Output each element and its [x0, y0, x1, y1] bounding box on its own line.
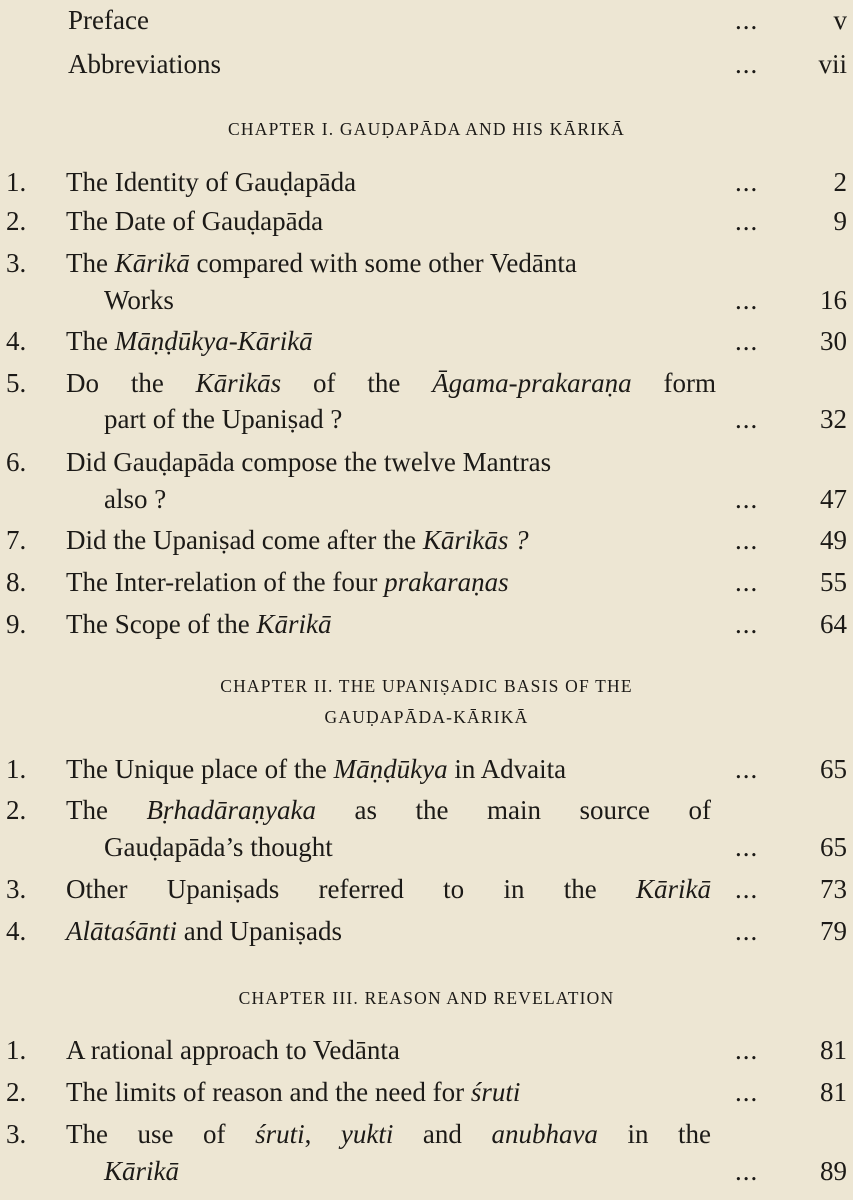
leader-dots: ...: [735, 609, 759, 639]
toc-entry: [0, 911, 853, 951]
toc-entry-continuation: [0, 1151, 853, 1191]
page-number: 81: [820, 1035, 847, 1065]
entry-title: Abbreviations: [68, 49, 221, 79]
entry-number: 4.: [6, 916, 27, 946]
page-number: 47: [820, 484, 847, 514]
entry-number: 2.: [6, 795, 27, 825]
chapter-heading-continued: GAUḌAPĀDA-KĀRIKĀ: [324, 707, 529, 727]
page-number: 89: [820, 1156, 847, 1186]
entry-title: The limits of reason and the need for śruti: [66, 1077, 521, 1107]
leader-dots: ...: [735, 49, 759, 79]
entry-number: 2.: [6, 206, 27, 236]
page-number: 79: [820, 916, 847, 946]
leader-dots: ...: [735, 1035, 759, 1065]
leader-dots: ...: [735, 5, 759, 35]
entry-title-continued: Works: [104, 285, 174, 315]
chapter-heading: CHAPTER III. REASON AND REVELATION: [238, 988, 615, 1008]
toc-entry: [0, 749, 853, 789]
entry-number: 7.: [6, 525, 27, 555]
entry-title: Did Gauḍapāda compose the twelve Mantras: [66, 447, 552, 477]
toc-entry-continuation: [0, 399, 853, 439]
entry-number: 1.: [6, 1035, 27, 1065]
toc-entry: [0, 243, 853, 283]
entry-number: 1.: [6, 754, 27, 784]
entry-title: The Kārikā compared with some other Vedānta: [66, 248, 577, 278]
leader-dots: ...: [735, 484, 759, 514]
entry-title: A rational approach to Vedānta: [66, 1035, 400, 1065]
toc-entry: [0, 1030, 853, 1070]
toc-entry: [0, 1072, 853, 1112]
leader-dots: ...: [735, 832, 759, 862]
leader-dots: ...: [735, 754, 759, 784]
leader-dots: ...: [735, 1156, 759, 1186]
page-number: v: [833, 5, 847, 35]
toc-entry: [0, 363, 853, 403]
entry-title: The Unique place of the Māṇḍūkya in Advaita: [66, 754, 567, 784]
toc-entry-continuation: [0, 280, 853, 320]
leader-dots: ...: [735, 525, 759, 555]
chapter-heading: CHAPTER II. THE UPANIṢADIC BASIS OF THE: [220, 676, 633, 696]
entry-title: Do the Kārikās of the Āgama-prakaraṇa form: [66, 368, 716, 398]
toc-entry-continuation: [0, 827, 853, 867]
toc-entry: [0, 1114, 853, 1154]
entry-title: The Date of Gauḍapāda: [66, 206, 324, 236]
toc-entry: [0, 520, 853, 560]
page-number: 64: [820, 609, 847, 639]
page-number: 16: [820, 285, 847, 315]
page-number: 65: [820, 832, 847, 862]
entry-title-continued: also ?: [104, 484, 167, 514]
toc-entry: [0, 321, 853, 361]
toc-entry-preface: [0, 0, 853, 40]
page-number: 9: [833, 206, 847, 236]
chapter-heading: CHAPTER I. GAUḌAPĀDA AND HIS KĀRIKĀ: [228, 119, 625, 139]
leader-dots: ...: [735, 404, 759, 434]
entry-number: 4.: [6, 326, 27, 356]
leader-dots: ...: [735, 326, 759, 356]
entry-title: Did the Upaniṣad come after the Kārikās ?: [66, 525, 529, 555]
entry-title-continued: Gauḍapāda’s thought: [104, 832, 333, 862]
page-number: 73: [820, 874, 847, 904]
entry-title: The Identity of Gauḍapāda: [66, 167, 357, 197]
page-number: vii: [818, 49, 847, 79]
page-number: 81: [820, 1077, 847, 1107]
entry-title-continued: Kārikā: [104, 1156, 180, 1186]
entry-number: 9.: [6, 609, 27, 639]
page-number: 30: [820, 326, 847, 356]
leader-dots: ...: [735, 206, 759, 236]
entry-title: The Bṛhadāraṇyaka as the main source of: [66, 795, 711, 825]
entry-number: 3.: [6, 874, 27, 904]
toc-entry: [0, 604, 853, 644]
leader-dots: ...: [735, 1077, 759, 1107]
entry-title-continued: part of the Upaniṣad ?: [104, 404, 343, 434]
entry-title: The Māṇḍūkya-Kārikā: [66, 326, 313, 356]
toc-entry-abbreviations: [0, 44, 853, 84]
leader-dots: ...: [735, 567, 759, 597]
entry-number: 2.: [6, 1077, 27, 1107]
leader-dots: ...: [735, 167, 759, 197]
entry-title: The use of śruti, yukti and anubhava in the: [66, 1119, 711, 1149]
entry-title: Preface: [68, 5, 149, 35]
toc-entry: [0, 201, 853, 241]
entry-number: 5.: [6, 368, 27, 398]
leader-dots: ...: [735, 916, 759, 946]
toc-entry: [0, 562, 853, 602]
entry-title: The Scope of the Kārikā: [66, 609, 332, 639]
page-number: 2: [833, 167, 847, 197]
leader-dots: ...: [735, 285, 759, 315]
toc-entry-continuation: [0, 479, 853, 519]
entry-number: 3.: [6, 1119, 27, 1149]
toc-entry: [0, 869, 853, 909]
leader-dots: ...: [735, 874, 759, 904]
entry-title: Other Upaniṣads referred to in the Kārikā: [66, 874, 711, 904]
entry-number: 1.: [6, 167, 27, 197]
page-number: 65: [820, 754, 847, 784]
toc-entry: [0, 442, 853, 482]
page-number: 49: [820, 525, 847, 555]
entry-number: 3.: [6, 248, 27, 278]
entry-number: 6.: [6, 447, 27, 477]
toc-entry: [0, 162, 853, 202]
page-number: 55: [820, 567, 847, 597]
entry-title: Alātaśānti and Upaniṣads: [66, 916, 342, 946]
page-number: 32: [820, 404, 847, 434]
entry-title: The Inter-relation of the four prakaraṇas: [66, 567, 509, 597]
toc-entry: [0, 790, 853, 830]
entry-number: 8.: [6, 567, 27, 597]
